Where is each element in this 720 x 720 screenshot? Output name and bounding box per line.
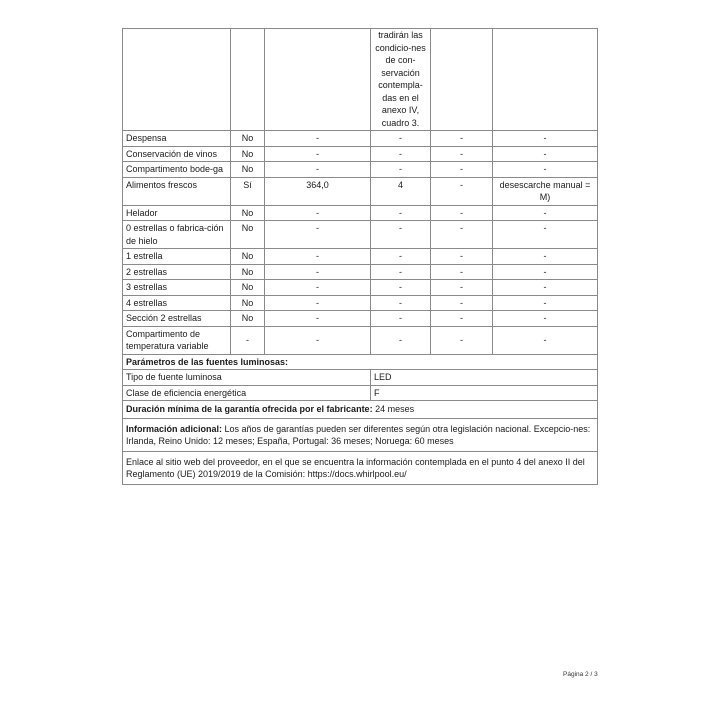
class-cell: -	[431, 280, 493, 296]
compartment-name: Helador	[123, 205, 231, 221]
class-cell: -	[431, 311, 493, 327]
compartment-present: No	[231, 311, 265, 327]
compartment-name: Compartimento bode-ga	[123, 162, 231, 178]
rating-cell: -	[371, 295, 431, 311]
compartment-present: No	[231, 221, 265, 249]
light-type-row	[123, 370, 598, 386]
link-text: Enlace al sitio web del proveedor, en el que se encuentra la información contemplada en el punto 4 del anexo II del Reglamento (UE) 2019/2019 de la Comisión:	[126, 456, 585, 479]
provider-link[interactable]: https://docs.whirlpool.eu/	[307, 469, 407, 479]
compartment-present: No	[231, 264, 265, 280]
compartment-name: Alimentos frescos	[123, 177, 231, 205]
compartment-present: No	[231, 162, 265, 178]
compartment-name: Compartimento de temperatura variable	[123, 326, 231, 354]
warranty-row	[123, 401, 598, 419]
volume-cell: -	[265, 146, 371, 162]
energy-class-row	[123, 385, 598, 401]
table-row	[123, 146, 598, 162]
volume-cell: -	[265, 162, 371, 178]
class-cell: -	[431, 205, 493, 221]
defrost-cell: -	[493, 205, 598, 221]
table-row	[123, 295, 598, 311]
compartment-name: 3 estrellas	[123, 280, 231, 296]
defrost-cell: -	[493, 249, 598, 265]
class-cell: -	[431, 249, 493, 265]
rating-cell: -	[371, 205, 431, 221]
continuation-text: tradirán las condicio-nes de con-servación contempla-das en el anexo IV, cuadro 3.	[371, 29, 431, 131]
table-row	[123, 311, 598, 327]
link-cell	[123, 451, 598, 484]
class-cell: -	[431, 264, 493, 280]
table-row	[123, 264, 598, 280]
table-row	[123, 221, 598, 249]
light-type-value: LED	[371, 370, 598, 386]
defrost-cell: -	[493, 221, 598, 249]
class-cell: -	[431, 162, 493, 178]
rating-cell: -	[371, 311, 431, 327]
table-row	[123, 131, 598, 147]
additional-info-label: Información adicional:	[126, 423, 223, 434]
compartment-present: Sí	[231, 177, 265, 205]
volume-cell: -	[265, 264, 371, 280]
rating-cell: -	[371, 326, 431, 354]
class-cell: -	[431, 177, 493, 205]
rating-cell: -	[371, 280, 431, 296]
additional-info-text: Los años de garantías pueden ser diferentes según otra legislación nacional. Excepcio-nes: Irlanda, Reino Unido: 12 meses; España, Portugal: 36 meses; Noruega: 60 meses	[126, 423, 591, 446]
defrost-cell: -	[493, 162, 598, 178]
defrost-cell: -	[493, 295, 598, 311]
additional-info-cell	[123, 418, 598, 451]
cell	[231, 29, 265, 131]
energy-class-value: F	[371, 385, 598, 401]
energy-class-label: Clase de eficiencia energética	[123, 385, 371, 401]
defrost-cell: -	[493, 131, 598, 147]
continuation-row	[123, 29, 598, 131]
rating-cell: -	[371, 131, 431, 147]
defrost-cell: -	[493, 311, 598, 327]
volume-cell: -	[265, 221, 371, 249]
table-row	[123, 177, 598, 205]
compartment-name: Conservación de vinos	[123, 146, 231, 162]
light-section-row	[123, 354, 598, 370]
class-cell: -	[431, 221, 493, 249]
compartment-present: -	[231, 326, 265, 354]
warranty-value: 24 meses	[375, 404, 415, 414]
page-number: Página 2 / 3	[563, 671, 598, 678]
volume-cell: -	[265, 249, 371, 265]
compartment-rows	[123, 131, 598, 355]
warranty-cell	[123, 401, 598, 419]
cell	[493, 29, 598, 131]
rating-cell: -	[371, 221, 431, 249]
compartment-name: 0 estrellas o fabrica-ción de hielo	[123, 221, 231, 249]
class-cell: -	[431, 146, 493, 162]
compartment-present: No	[231, 146, 265, 162]
rating-cell: -	[371, 162, 431, 178]
cell	[431, 29, 493, 131]
rating-cell: -	[371, 146, 431, 162]
cell	[265, 29, 371, 131]
link-row	[123, 451, 598, 484]
rating-cell: 4	[371, 177, 431, 205]
class-cell: -	[431, 131, 493, 147]
compartment-present: No	[231, 295, 265, 311]
compartment-name: 1 estrella	[123, 249, 231, 265]
volume-cell: -	[265, 295, 371, 311]
volume-cell: -	[265, 326, 371, 354]
compartment-present: No	[231, 131, 265, 147]
table-row	[123, 280, 598, 296]
defrost-cell: -	[493, 264, 598, 280]
volume-cell: -	[265, 280, 371, 296]
rating-cell: -	[371, 249, 431, 265]
defrost-cell: -	[493, 280, 598, 296]
compartment-name: Despensa	[123, 131, 231, 147]
light-type-label: Tipo de fuente luminosa	[123, 370, 371, 386]
defrost-cell: desescarche manual = M)	[493, 177, 598, 205]
warranty-label: Duración mínima de la garantía ofrecida por el fabricante:	[126, 404, 373, 414]
compartment-present: No	[231, 205, 265, 221]
volume-cell: 364,0	[265, 177, 371, 205]
light-section-heading: Parámetros de las fuentes luminosas:	[123, 354, 598, 370]
volume-cell: -	[265, 131, 371, 147]
defrost-cell: -	[493, 326, 598, 354]
cell	[123, 29, 231, 131]
volume-cell: -	[265, 311, 371, 327]
volume-cell: -	[265, 205, 371, 221]
compartment-name: 4 estrellas	[123, 295, 231, 311]
table-row	[123, 249, 598, 265]
compartment-name: Sección 2 estrellas	[123, 311, 231, 327]
table-row	[123, 326, 598, 354]
defrost-cell: -	[493, 146, 598, 162]
compartment-present: No	[231, 249, 265, 265]
table-row	[123, 162, 598, 178]
class-cell: -	[431, 295, 493, 311]
rating-cell: -	[371, 264, 431, 280]
product-info-table	[122, 28, 598, 485]
class-cell: -	[431, 326, 493, 354]
table-row	[123, 205, 598, 221]
compartment-name: 2 estrellas	[123, 264, 231, 280]
compartment-present: No	[231, 280, 265, 296]
additional-info-row	[123, 418, 598, 451]
